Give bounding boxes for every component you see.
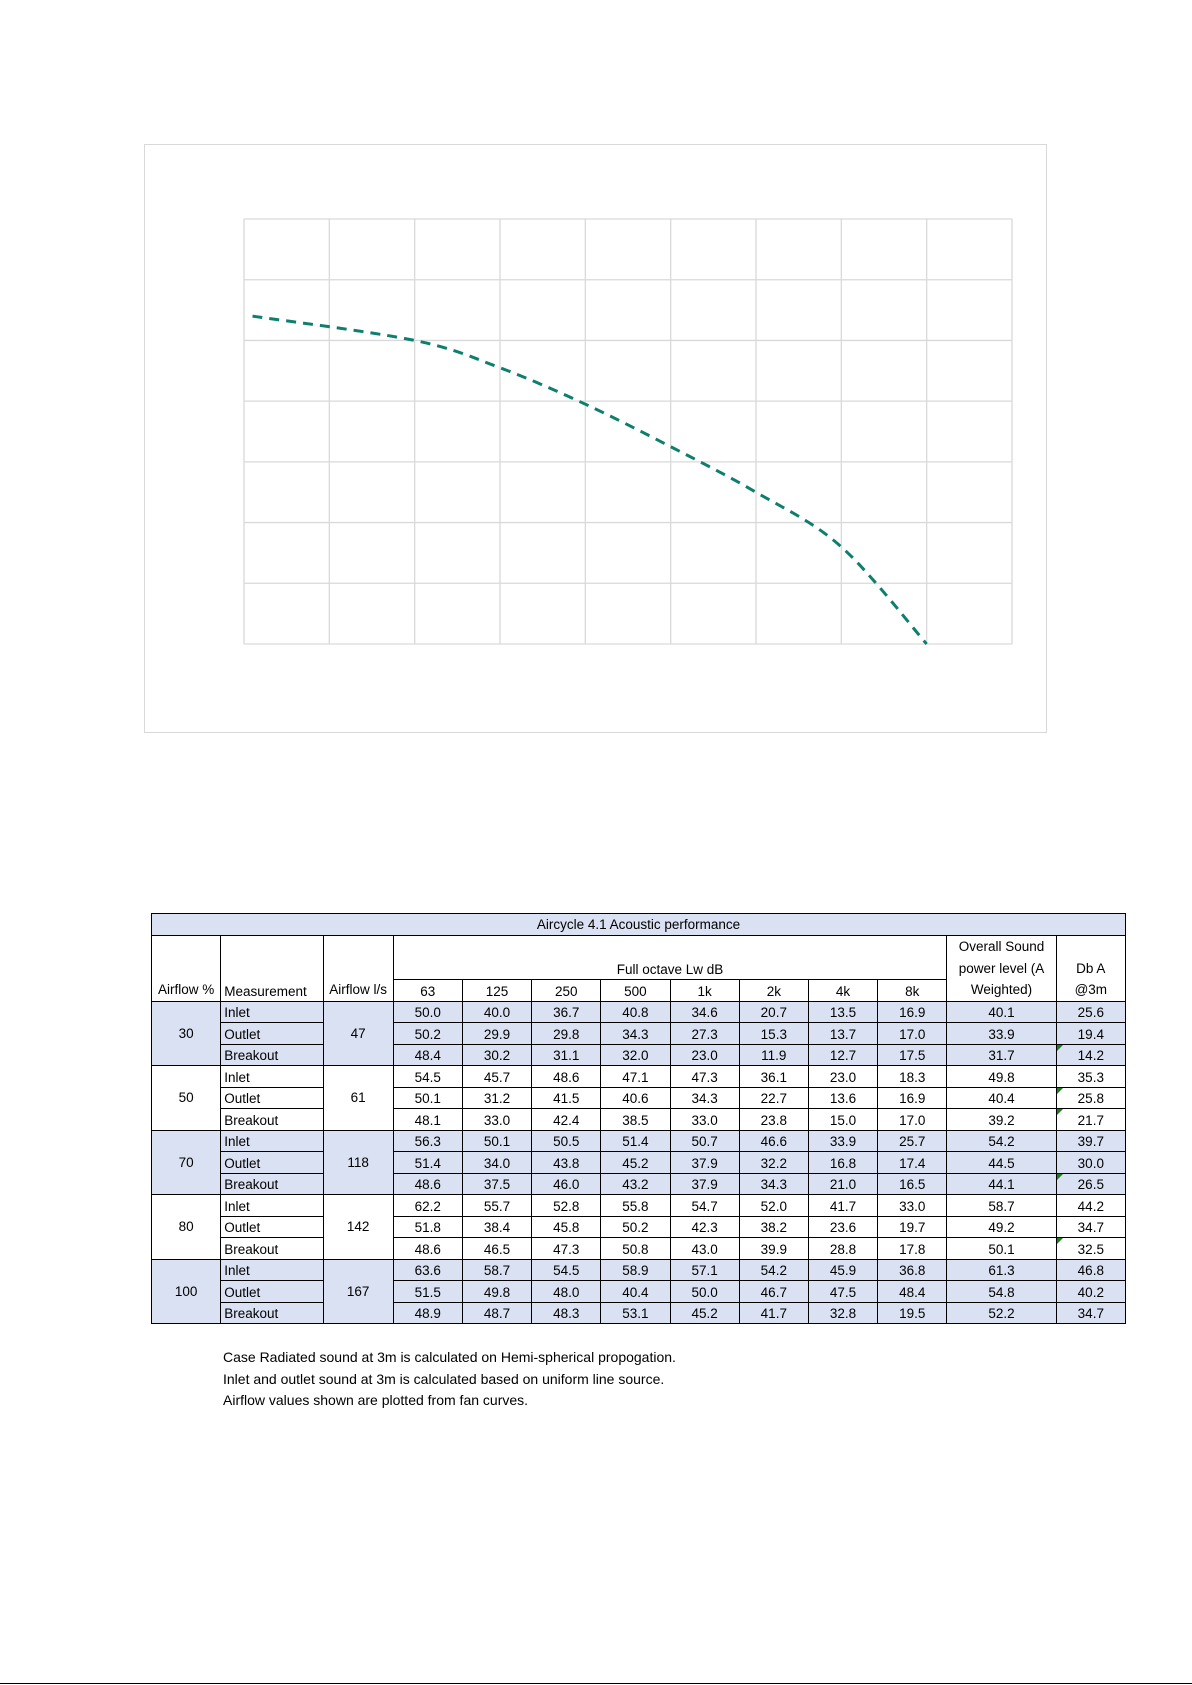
cell-overall: 54.2 — [947, 1130, 1056, 1152]
cell-measurement: Outlet — [221, 1281, 323, 1303]
cell-band-value: 48.9 — [393, 1302, 462, 1324]
table-row — [152, 1109, 1126, 1131]
cell-band-value: 50.2 — [393, 1023, 462, 1045]
table-row — [152, 1044, 1126, 1066]
cell-band-value: 63.6 — [393, 1259, 462, 1281]
cell-overall: 50.1 — [947, 1238, 1056, 1260]
header-band: 125 — [462, 980, 531, 1002]
cell-band-value: 38.2 — [739, 1216, 808, 1238]
cell-band-value: 52.8 — [532, 1195, 601, 1217]
cell-band-value: 55.7 — [462, 1195, 531, 1217]
cell-band-value: 46.6 — [739, 1130, 808, 1152]
cell-dba: 35.3 — [1056, 1066, 1125, 1088]
cell-band-value: 16.8 — [808, 1152, 877, 1174]
cell-band-value: 53.1 — [601, 1302, 670, 1324]
cell-dba: 34.7 — [1056, 1216, 1125, 1238]
cell-band-value: 38.4 — [462, 1216, 531, 1238]
cell-band-value: 50.5 — [532, 1130, 601, 1152]
cell-band-value: 56.3 — [393, 1130, 462, 1152]
cell-band-value: 45.8 — [532, 1216, 601, 1238]
cell-band-value: 43.0 — [670, 1238, 739, 1260]
cell-band-value: 13.7 — [808, 1023, 877, 1045]
table-row — [152, 1152, 1126, 1174]
fan-curve-chart — [145, 145, 1048, 734]
cell-airflow-pct: 70 — [152, 1130, 221, 1195]
cell-band-value: 36.7 — [532, 1001, 601, 1023]
cell-band-value: 50.0 — [393, 1001, 462, 1023]
cell-band-value: 39.9 — [739, 1238, 808, 1260]
cell-band-value: 54.7 — [670, 1195, 739, 1217]
cell-band-value: 31.1 — [532, 1044, 601, 1066]
table-row — [152, 1173, 1126, 1195]
header-band: 63 — [393, 980, 462, 1002]
cell-dba: 32.5 — [1056, 1238, 1125, 1260]
cell-measurement: Inlet — [221, 1066, 323, 1088]
header-band: 2k — [739, 980, 808, 1002]
cell-band-value: 34.3 — [739, 1173, 808, 1195]
cell-dba: 21.7 — [1056, 1109, 1125, 1131]
header-band: 8k — [878, 980, 947, 1002]
cell-overall: 31.7 — [947, 1044, 1056, 1066]
table-row — [152, 1130, 1126, 1152]
cell-band-value: 41.7 — [808, 1195, 877, 1217]
cell-band-value: 54.2 — [739, 1259, 808, 1281]
cell-measurement: Breakout — [221, 1173, 323, 1195]
fan-curve-series — [253, 316, 927, 644]
cell-overall: 44.1 — [947, 1173, 1056, 1195]
cell-band-value: 34.3 — [601, 1023, 670, 1045]
cell-band-value: 30.2 — [462, 1044, 531, 1066]
cell-band-value: 45.7 — [462, 1066, 531, 1088]
table-row — [152, 1001, 1126, 1023]
header-band: 500 — [601, 980, 670, 1002]
cell-band-value: 16.5 — [878, 1173, 947, 1195]
cell-band-value: 48.1 — [393, 1109, 462, 1131]
cell-band-value: 13.6 — [808, 1087, 877, 1109]
cell-band-value: 11.9 — [739, 1044, 808, 1066]
cell-band-value: 45.9 — [808, 1259, 877, 1281]
cell-dba: 39.7 — [1056, 1130, 1125, 1152]
cell-band-value: 36.8 — [878, 1259, 947, 1281]
cell-band-value: 48.7 — [462, 1302, 531, 1324]
cell-band-value: 20.7 — [739, 1001, 808, 1023]
cell-overall: 40.4 — [947, 1087, 1056, 1109]
cell-band-value: 47.3 — [670, 1066, 739, 1088]
table-row — [152, 1302, 1126, 1324]
cell-band-value: 17.0 — [878, 1023, 947, 1045]
table-row — [152, 1238, 1126, 1260]
cell-band-value: 32.8 — [808, 1302, 877, 1324]
cell-band-value: 15.0 — [808, 1109, 877, 1131]
cell-band-value: 22.7 — [739, 1087, 808, 1109]
cell-overall: 61.3 — [947, 1259, 1056, 1281]
cell-measurement: Breakout — [221, 1238, 323, 1260]
cell-band-value: 40.6 — [601, 1087, 670, 1109]
table-row — [152, 1066, 1126, 1088]
cell-dba: 40.2 — [1056, 1281, 1125, 1303]
table-row — [152, 1087, 1126, 1109]
cell-band-value: 50.2 — [601, 1216, 670, 1238]
cell-band-value: 18.3 — [878, 1066, 947, 1088]
cell-band-value: 28.8 — [808, 1238, 877, 1260]
page-bottom-rule — [0, 1683, 1192, 1684]
header-dba-3m: Db A @3m — [1056, 936, 1125, 1002]
cell-measurement: Inlet — [221, 1259, 323, 1281]
cell-dba: 25.6 — [1056, 1001, 1125, 1023]
cell-band-value: 55.8 — [601, 1195, 670, 1217]
cell-band-value: 16.9 — [878, 1087, 947, 1109]
cell-band-value: 46.7 — [739, 1281, 808, 1303]
cell-band-value: 51.4 — [601, 1130, 670, 1152]
cell-airflow-pct: 100 — [152, 1259, 221, 1324]
cell-band-value: 42.3 — [670, 1216, 739, 1238]
cell-band-value: 51.4 — [393, 1152, 462, 1174]
cell-measurement: Outlet — [221, 1087, 323, 1109]
cell-airflow-ls: 118 — [323, 1130, 393, 1195]
note-line-source: Inlet and outlet sound at 3m is calculated based on uniform line source. — [223, 1370, 665, 1387]
cell-band-value: 48.4 — [393, 1044, 462, 1066]
cell-band-value: 36.1 — [739, 1066, 808, 1088]
cell-dba: 14.2 — [1056, 1044, 1125, 1066]
cell-band-value: 16.9 — [878, 1001, 947, 1023]
cell-band-value: 50.7 — [670, 1130, 739, 1152]
cell-band-value: 51.8 — [393, 1216, 462, 1238]
cell-band-value: 46.5 — [462, 1238, 531, 1260]
note-case-radiated: Case Radiated sound at 3m is calculated on Hemi-spherical propogation. — [223, 1349, 676, 1365]
cell-overall: 33.9 — [947, 1023, 1056, 1045]
cell-band-value: 23.0 — [670, 1044, 739, 1066]
cell-measurement: Breakout — [221, 1302, 323, 1324]
cell-dba: 19.4 — [1056, 1023, 1125, 1045]
cell-band-value: 47.1 — [601, 1066, 670, 1088]
cell-overall: 54.8 — [947, 1281, 1056, 1303]
table-row — [152, 1281, 1126, 1303]
cell-airflow-ls: 142 — [323, 1195, 393, 1260]
cell-airflow-pct: 50 — [152, 1066, 221, 1131]
table-title: Aircycle 4.1 Acoustic performance — [152, 914, 1126, 936]
cell-band-value: 43.2 — [601, 1173, 670, 1195]
cell-band-value: 48.6 — [393, 1173, 462, 1195]
cell-band-value: 57.1 — [670, 1259, 739, 1281]
cell-band-value: 48.0 — [532, 1281, 601, 1303]
cell-band-value: 40.0 — [462, 1001, 531, 1023]
cell-band-value: 50.1 — [393, 1087, 462, 1109]
table-notes — [223, 1347, 676, 1412]
cell-band-value: 37.9 — [670, 1152, 739, 1174]
cell-band-value: 13.5 — [808, 1001, 877, 1023]
cell-band-value: 50.1 — [462, 1130, 531, 1152]
note-fan-curves: Airflow values shown are plotted from fan curves. — [223, 1392, 529, 1409]
cell-band-value: 48.6 — [532, 1066, 601, 1088]
cell-band-value: 47.3 — [532, 1238, 601, 1260]
cell-band-value: 17.0 — [878, 1109, 947, 1131]
cell-dba: 34.7 — [1056, 1302, 1125, 1324]
cell-band-value: 34.6 — [670, 1001, 739, 1023]
cell-band-value: 31.2 — [462, 1087, 531, 1109]
cell-band-value: 23.0 — [808, 1066, 877, 1088]
cell-band-value: 46.0 — [532, 1173, 601, 1195]
cell-dba: 44.2 — [1056, 1195, 1125, 1217]
cell-measurement: Outlet — [221, 1152, 323, 1174]
cell-band-value: 19.7 — [878, 1216, 947, 1238]
cell-airflow-pct: 30 — [152, 1001, 221, 1066]
cell-band-value: 50.8 — [601, 1238, 670, 1260]
cell-band-value: 23.6 — [808, 1216, 877, 1238]
cell-band-value: 27.3 — [670, 1023, 739, 1045]
cell-band-value: 23.8 — [739, 1109, 808, 1131]
cell-band-value: 41.7 — [739, 1302, 808, 1324]
cell-band-value: 34.0 — [462, 1152, 531, 1174]
cell-band-value: 32.0 — [601, 1044, 670, 1066]
cell-overall: 52.2 — [947, 1302, 1056, 1324]
cell-band-value: 34.3 — [670, 1087, 739, 1109]
cell-dba: 25.8 — [1056, 1087, 1125, 1109]
cell-airflow-ls: 167 — [323, 1259, 393, 1324]
cell-overall: 49.2 — [947, 1216, 1056, 1238]
header-band: 4k — [808, 980, 877, 1002]
cell-overall: 58.7 — [947, 1195, 1056, 1217]
cell-measurement: Breakout — [221, 1044, 323, 1066]
cell-band-value: 37.5 — [462, 1173, 531, 1195]
cell-band-value: 17.4 — [878, 1152, 947, 1174]
cell-measurement: Breakout — [221, 1109, 323, 1131]
table-row — [152, 1195, 1126, 1217]
header-airflow-ls: Airflow l/s — [323, 936, 393, 1002]
cell-band-value: 49.8 — [462, 1281, 531, 1303]
cell-airflow-pct: 80 — [152, 1195, 221, 1260]
cell-measurement: Outlet — [221, 1216, 323, 1238]
cell-band-value: 21.0 — [808, 1173, 877, 1195]
cell-band-value: 17.5 — [878, 1044, 947, 1066]
header-band: 250 — [532, 980, 601, 1002]
cell-band-value: 33.0 — [462, 1109, 531, 1131]
header-full-octave: Full octave Lw dB — [393, 936, 947, 980]
cell-band-value: 38.5 — [601, 1109, 670, 1131]
header-row-1 — [152, 936, 1126, 980]
cell-band-value: 58.7 — [462, 1259, 531, 1281]
cell-dba: 26.5 — [1056, 1173, 1125, 1195]
cell-band-value: 17.8 — [878, 1238, 947, 1260]
table-title-row — [152, 914, 1126, 936]
cell-dba: 46.8 — [1056, 1259, 1125, 1281]
table-row — [152, 1216, 1126, 1238]
cell-band-value: 41.5 — [532, 1087, 601, 1109]
acoustic-performance-table — [151, 913, 1126, 1324]
cell-band-value: 29.9 — [462, 1023, 531, 1045]
cell-overall: 40.1 — [947, 1001, 1056, 1023]
cell-airflow-ls: 47 — [323, 1001, 393, 1066]
header-overall-sound: Overall Sound power level (A Weighted) — [947, 936, 1056, 1002]
cell-band-value: 43.8 — [532, 1152, 601, 1174]
cell-band-value: 19.5 — [878, 1302, 947, 1324]
cell-overall: 49.8 — [947, 1066, 1056, 1088]
cell-band-value: 12.7 — [808, 1044, 877, 1066]
cell-band-value: 25.7 — [878, 1130, 947, 1152]
header-airflow-pct: Airflow % — [152, 936, 221, 1002]
cell-band-value: 33.0 — [878, 1195, 947, 1217]
acoustic-table-container — [151, 913, 1126, 1324]
cell-band-value: 29.8 — [532, 1023, 601, 1045]
cell-measurement: Inlet — [221, 1001, 323, 1023]
cell-band-value: 51.5 — [393, 1281, 462, 1303]
cell-band-value: 54.5 — [532, 1259, 601, 1281]
cell-band-value: 48.3 — [532, 1302, 601, 1324]
cell-band-value: 37.9 — [670, 1173, 739, 1195]
cell-band-value: 58.9 — [601, 1259, 670, 1281]
table-row — [152, 1259, 1126, 1281]
cell-overall: 44.5 — [947, 1152, 1056, 1174]
cell-band-value: 45.2 — [670, 1302, 739, 1324]
cell-band-value: 40.4 — [601, 1281, 670, 1303]
cell-band-value: 62.2 — [393, 1195, 462, 1217]
chart-area — [144, 144, 1047, 733]
cell-band-value: 32.2 — [739, 1152, 808, 1174]
cell-measurement: Inlet — [221, 1195, 323, 1217]
cell-overall: 39.2 — [947, 1109, 1056, 1131]
header-measurement: Measurement — [221, 936, 323, 1002]
cell-dba: 30.0 — [1056, 1152, 1125, 1174]
cell-band-value: 33.0 — [670, 1109, 739, 1131]
cell-band-value: 42.4 — [532, 1109, 601, 1131]
cell-measurement: Inlet — [221, 1130, 323, 1152]
cell-airflow-ls: 61 — [323, 1066, 393, 1131]
header-band: 1k — [670, 980, 739, 1002]
cell-measurement: Outlet — [221, 1023, 323, 1045]
cell-band-value: 47.5 — [808, 1281, 877, 1303]
table-row — [152, 1023, 1126, 1045]
cell-band-value: 15.3 — [739, 1023, 808, 1045]
cell-band-value: 54.5 — [393, 1066, 462, 1088]
cell-band-value: 50.0 — [670, 1281, 739, 1303]
cell-band-value: 40.8 — [601, 1001, 670, 1023]
cell-band-value: 33.9 — [808, 1130, 877, 1152]
cell-band-value: 48.6 — [393, 1238, 462, 1260]
cell-band-value: 48.4 — [878, 1281, 947, 1303]
cell-band-value: 52.0 — [739, 1195, 808, 1217]
cell-band-value: 45.2 — [601, 1152, 670, 1174]
